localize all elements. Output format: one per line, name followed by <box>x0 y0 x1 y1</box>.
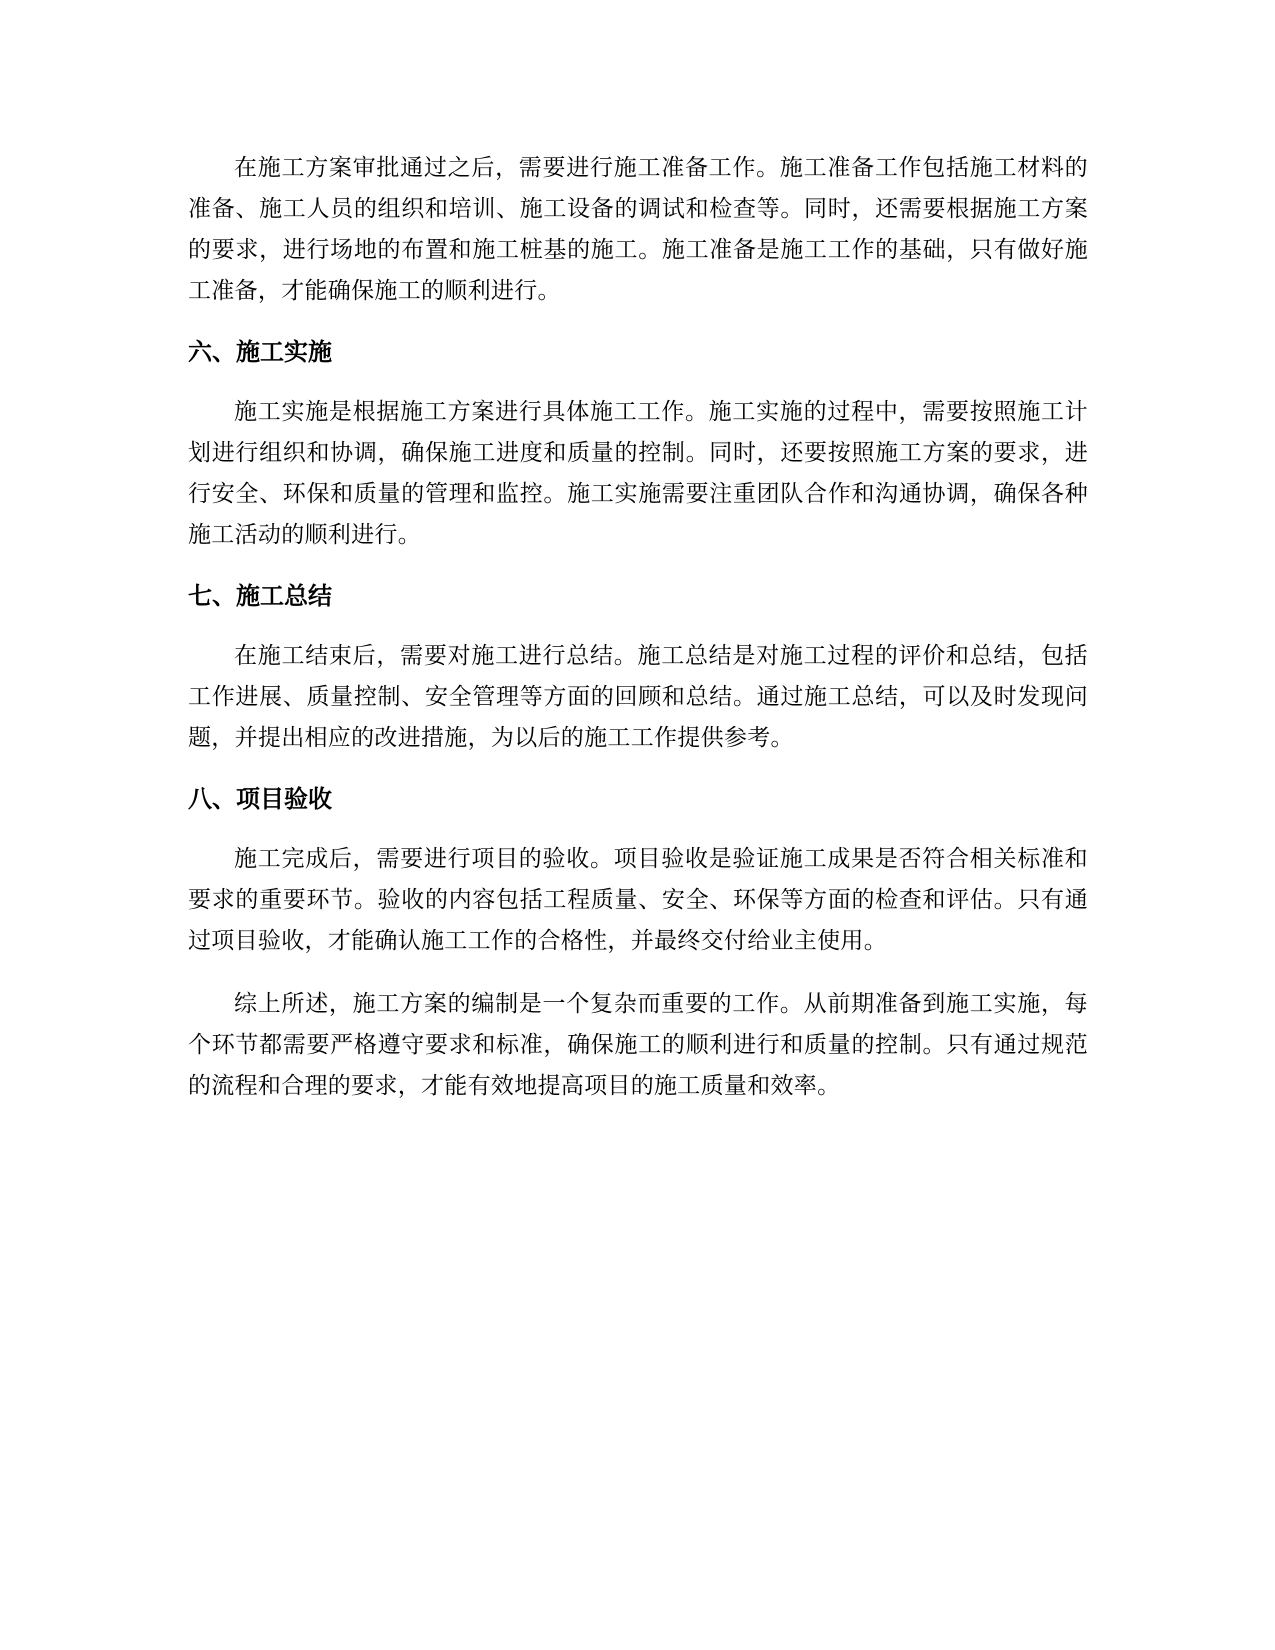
paragraph-acceptance: 施工完成后，需要进行项目的验收。项目验收是验证施工成果是否符合相关标准和要求的重要环节。验收的内容包括工程质量、安全、环保等方面的检查和评估。只有通过项目验收，才能确认施工工作的合格性，并最终交付给业主使用。 <box>188 846 1088 954</box>
paragraph-preparation: 在施工方案审批通过之后，需要进行施工准备工作。施工准备工作包括施工材料的准备、施工人员的组织和培训、施工设备的调试和检查等。同时，还需要根据施工方案的要求，进行场地的布置和施工桩基的施工。施工准备是施工工作的基础，只有做好施工准备，才能确保施工的顺利进行。 <box>188 155 1088 304</box>
paragraph-summary: 在施工结束后，需要对施工进行总结。施工总结是对施工过程的评价和总结，包括工作进展、质量控制、安全管理等方面的回顾和总结。通过施工总结，可以及时发现问题，并提出相应的改进措施，为以后的施工工作提供参考。 <box>188 643 1088 751</box>
paragraph-conclusion: 综上所述，施工方案的编制是一个复杂而重要的工作。从前期准备到施工实施，每个环节都需要严格遵守要求和标准，确保施工的顺利进行和质量的控制。只有通过规范的流程和合理的要求，才能有效地提高项目的施工质量和效率。 <box>188 991 1088 1099</box>
document-body <box>188 148 1088 1129</box>
section-heading-acceptance: 八、项目验收 <box>188 785 332 813</box>
paragraph-implementation: 施工实施是根据施工方案进行具体施工工作。施工实施的过程中，需要按照施工计划进行组织和协调，确保施工进度和质量的控制。同时，还要按照施工方案的要求，进行安全、环保和质量的管理和监控。施工实施需要注重团队合作和沟通协调，确保各种施工活动的顺利进行。 <box>188 399 1088 548</box>
section-heading-summary: 七、施工总结 <box>188 582 332 610</box>
section-heading-implementation: 六、施工实施 <box>188 338 332 366</box>
